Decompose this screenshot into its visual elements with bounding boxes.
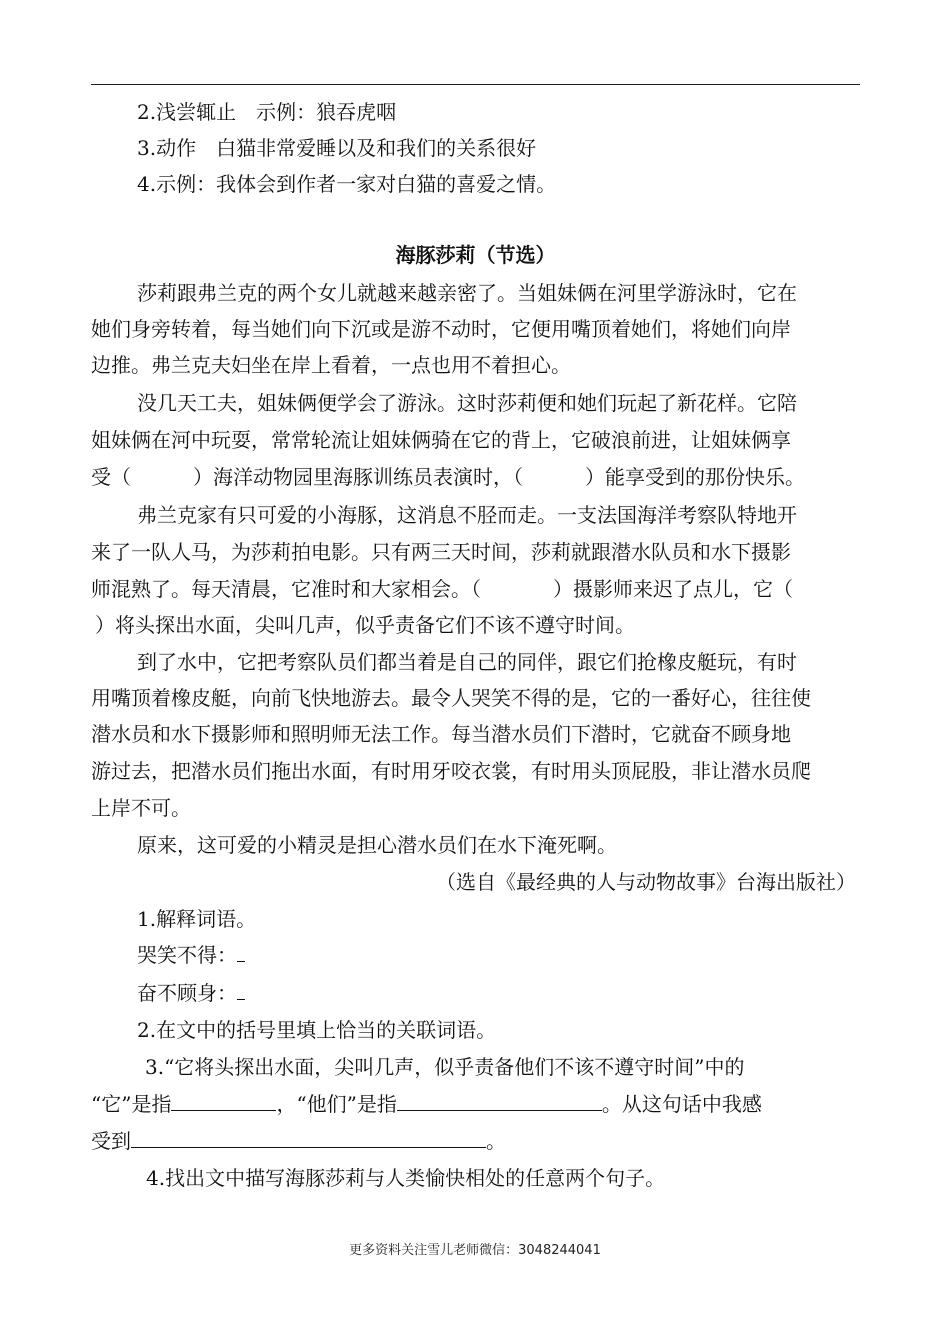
footer-note: 更多资料关注雪儿老师微信：3048244041 <box>349 1243 601 1258</box>
top-divider <box>91 84 860 85</box>
answer-2: 2.浅尝辄止 示例：狼吞虎咽 <box>137 100 397 124</box>
question-1b: 奋不顾身： <box>91 981 871 1005</box>
answer-blank[interactable] <box>131 1129 486 1148</box>
article-title: 海豚莎莉（节选） <box>395 243 556 267</box>
p3-line: ）将头探出水面，尖叫几声，似乎责备它们不该不遵守时间。 <box>95 613 635 637</box>
question-3-line3: 受到 。 <box>91 1129 506 1153</box>
p3-line: 师混熟了。每天清晨，它准时和大家相会。（ ）摄影师来迟了点儿，它（ <box>91 577 793 601</box>
p2-line: 受（ ）海洋动物园里海豚训练员表演时，（ ）能享受到的那份快乐。 <box>91 465 805 489</box>
p3-line: 来了一队人马，为莎莉拍电影。只有两三天时间，莎莉就跟潜水队员和水下摄影 <box>91 540 791 564</box>
question-4: 4.找出文中描写海豚莎莉与人类愉快相处的任意两个句子。 <box>146 1166 666 1190</box>
p1-line: 她们身旁转着，每当她们向下沉或是游不动时，它便用嘴顶着她们，将她们向岸 <box>91 317 791 341</box>
answer-blank[interactable] <box>237 943 245 962</box>
question-1a: 哭笑不得： <box>91 943 871 967</box>
question-2: 2.在文中的括号里填上恰当的关联词语。 <box>137 1018 497 1042</box>
p1-line: 边推。弗兰克夫妇坐在岸上看着，一点也用不着担心。 <box>91 353 571 377</box>
answer-blank[interactable] <box>397 1092 602 1111</box>
question-3-line2: “它”是指 ，“他们”是指 。从这句话中我感 <box>91 1092 762 1116</box>
p1-line: 莎莉跟弗兰克的两个女儿就越来越亲密了。当姐妹俩在河里学游泳时，它在 <box>137 281 797 305</box>
p5-line: 原来，这可爱的小精灵是担心潜水员们在水下淹死啊。 <box>137 833 617 857</box>
p4-line: 游过去，把潜水员们拖出水面，有时用牙咬衣裳，有时用头顶屁股，非让潜水员爬 <box>91 759 811 783</box>
question-1: 1.解释词语。 <box>137 907 257 931</box>
p2-line: 姐妹俩在河中玩耍，常常轮流让姐妹俩骑在它的背上，它破浪前进，让姐妹俩享 <box>91 428 791 452</box>
p4-line: 上岸不可。 <box>91 796 191 820</box>
p4-line: 潜水员和水下摄影师和照明师无法工作。每当潜水员们下潜时，它就奋不顾身地 <box>91 722 791 746</box>
answer-3: 3.动作 白猫非常爱睡以及和我们的关系很好 <box>137 136 537 160</box>
p4-line: 用嘴顶着橡皮艇，向前飞快地游去。最令人哭笑不得的是，它的一番好心，往往使 <box>91 686 811 710</box>
answer-blank[interactable] <box>171 1092 276 1111</box>
source-citation: （选自《最经典的人与动物故事》台海出版社） <box>436 870 856 894</box>
answer-4: 4.示例：我体会到作者一家对白猫的喜爱之情。 <box>137 172 557 196</box>
p4-line: 到了水中，它把考察队员们都当着是自己的同伴，跟它们抢橡皮艇玩，有时 <box>137 650 797 674</box>
p2-line: 没几天工夫，姐妹俩便学会了游泳。这时莎莉便和她们玩起了新花样。它陪 <box>137 391 797 415</box>
p3-line: 弗兰克家有只可爱的小海豚，这消息不胫而走。一支法国海洋考察队特地开 <box>137 503 797 527</box>
question-3: 3.“它将头探出水面，尖叫几声，似乎责备他们不该不遵守时间”中的 <box>145 1055 745 1079</box>
answer-blank[interactable] <box>237 981 245 1000</box>
